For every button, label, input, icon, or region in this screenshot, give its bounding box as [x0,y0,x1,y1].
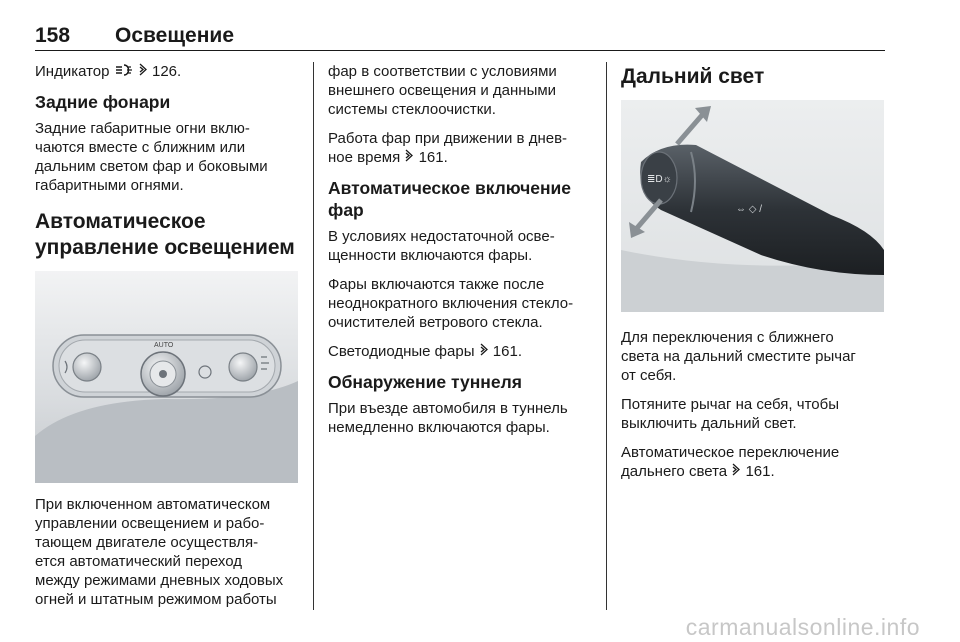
heading-tunnel: Обнаружение туннеля [328,372,522,392]
paragraph-rear-lights: Задние габаритные огни вклю- чаются вместе с ближним или дальним светом фар и боковыми габаритными огнями. [35,120,268,194]
paragraph-continuation: фар в соответствии с условиями внешнего освещения и данными системы стеклоочистки. [328,63,557,118]
paragraph-pull-lever: Потяните рычаг на себя, чтобы выключить дальний свет. [621,396,839,432]
watermark: carmanualsonline.info [685,614,920,640]
high-beam-indicator-icon [114,64,134,76]
column-1 [35,62,300,619]
heading-rear-lights: Задние фонари [35,92,171,112]
svg-text:≣D☼: ≣D☼ [647,174,672,185]
column-3 [621,62,886,491]
auto-label: AUTO [154,342,174,349]
page-reference-icon [731,463,741,476]
page-title: Освещение [115,24,234,47]
heading-auto-headlights: Автоматическое включение фар [328,178,572,220]
paragraph-daytime: Работа фар при движении в днев- ное время 161. [328,130,568,166]
paragraph-auto-lighting: При включенном автоматическом управлении освещением и рабо- тающем двигателе осуществля- ется автоматический переход между режимами дневных ходовых огней и штатным режимом работы [35,496,284,608]
page-reference-icon [404,149,414,162]
turn-signal-lever-figure [621,100,884,312]
heading-high-beam: Дальний свет [621,65,765,88]
light-switch-panel-figure [35,271,298,483]
page-reference-icon [479,343,489,356]
column-divider-1 [313,62,314,610]
paragraph-wipers: Фары включаются также после неоднократного включения стекло- очистителей ветрового стекла. [328,276,574,331]
page-number: 158 [35,24,71,47]
column-divider-2 [606,62,607,610]
paragraph-switch-high: Для переключения с ближнего света на дальний сместите рычаг от себя. [621,329,856,384]
paragraph-low-light: В условиях недостаточной осве- щенности включаются фары. [328,228,555,264]
heading-auto-lighting: Автоматическое управление освещением [35,210,295,259]
paragraph-auto-high-beam: Автоматическое переключение дальнего света 161. [621,444,840,480]
indicator-line: Индикатор 126. [35,63,182,80]
paragraph-led: Светодиодные фары 161. [328,343,523,360]
page-header [35,24,885,50]
svg-text:⇔ ◇ /: ⇔ ◇ / [736,204,763,215]
reference-page: 126. [147,63,182,80]
column-2 [328,62,598,447]
header-rule [35,50,885,51]
paragraph-tunnel: При въезде автомобиля в туннель немедленно включаются фары. [328,400,568,436]
page-reference-icon [138,63,148,76]
